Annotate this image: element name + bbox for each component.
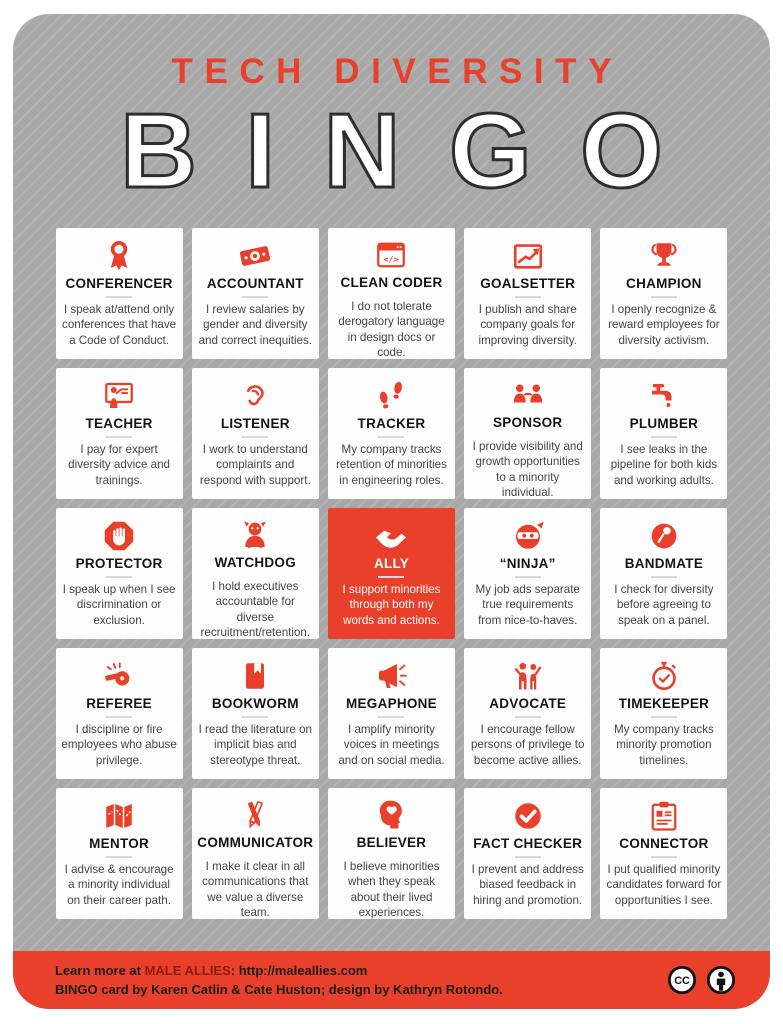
- cell-title: ACCOUNTANT: [206, 276, 304, 291]
- title-divider: [651, 576, 677, 578]
- title-divider: [515, 856, 541, 858]
- title-divider: [106, 436, 132, 438]
- cell-title: TIMEKEEPER: [618, 696, 710, 711]
- bingo-cell[interactable]: [192, 508, 319, 639]
- bingo-cell[interactable]: [328, 508, 455, 639]
- bingo-cell[interactable]: [328, 368, 455, 499]
- cc-icon: [667, 965, 697, 995]
- book-icon: [237, 657, 273, 694]
- learn-more-line: [55, 961, 503, 981]
- bingo-cell[interactable]: [464, 368, 591, 499]
- title-divider: [106, 576, 132, 578]
- bingo-cell[interactable]: [600, 788, 727, 919]
- cell-title: MEGAPHONE: [346, 696, 437, 711]
- cell-title: CONFERENCER: [65, 276, 173, 291]
- bingo-cell[interactable]: [56, 788, 183, 919]
- check-circle-icon: [510, 797, 546, 834]
- award-ribbon-icon: [101, 237, 137, 274]
- cell-title: PLUMBER: [629, 416, 699, 431]
- cell-title: SPONSOR: [492, 415, 563, 430]
- cell-description: My company tracks retention of minorities in engineering roles.: [336, 443, 447, 487]
- title-divider: [651, 296, 677, 298]
- license-badges: [667, 965, 736, 995]
- bingo-cell[interactable]: [328, 788, 455, 919]
- cell-description: My job ads separate true requirements from nice-to-haves.: [475, 583, 580, 627]
- cell-description: I advise & encourage a minority individual on their career path.: [64, 863, 174, 907]
- clipboard-icon: [646, 797, 682, 834]
- title-divider: [515, 716, 541, 718]
- bingo-cell[interactable]: [192, 788, 319, 919]
- cell-title: REFEREE: [86, 696, 152, 711]
- cell-description: I provide visibility and growth opportunities to a minority individual.: [472, 440, 583, 499]
- cell-title: TRACKER: [357, 416, 426, 431]
- cell-title: COMMUNICATOR: [197, 835, 314, 850]
- cell-title: CHAMPION: [626, 276, 702, 291]
- pencils-icon: [237, 797, 273, 833]
- cell-description: My company tracks minority promotion timelines.: [613, 723, 714, 767]
- cell-title: MENTOR: [89, 836, 150, 851]
- cell-description: I review salaries by gender and diversity and correct inequities.: [198, 303, 312, 347]
- brand-name: MALE ALLIES: [144, 962, 231, 978]
- head-heart-icon: [373, 797, 409, 833]
- footer-bar: [13, 951, 770, 1009]
- title-divider: [242, 436, 268, 438]
- bingo-cell[interactable]: [192, 228, 319, 359]
- chart-growth-icon: [510, 237, 546, 274]
- cell-description: I see leaks in the pipeline for both kids and working adults.: [610, 443, 718, 487]
- cell-description: I openly recognize & reward employees for diversity activism.: [608, 303, 720, 347]
- title-divider: [515, 576, 541, 578]
- cell-description: I pay for expert diversity advice and trainings.: [68, 443, 170, 487]
- cell-title: FACT CHECKER: [473, 836, 583, 851]
- bingo-cell[interactable]: [600, 648, 727, 779]
- title-divider: [106, 856, 132, 858]
- cell-title: WATCHDOG: [214, 555, 296, 570]
- people-pair-icon: [510, 377, 546, 413]
- trophy-icon: [646, 237, 682, 274]
- cell-description: I make it clear in all communications that we value a diverse team.: [202, 860, 309, 919]
- title-divider: [106, 296, 132, 298]
- title-divider: [378, 576, 404, 578]
- cell-title: TEACHER: [85, 416, 153, 431]
- title-divider: [651, 716, 677, 718]
- title-divider: [515, 296, 541, 298]
- map-icon: [101, 797, 137, 834]
- cell-description: I speak up when I see discrimination or exclusion.: [62, 583, 176, 627]
- bingo-card-poster: [13, 14, 770, 1009]
- credits: [55, 961, 503, 1000]
- cell-title: “NINJA”: [499, 556, 556, 571]
- bingo-cell[interactable]: [464, 788, 591, 919]
- title-divider: [651, 856, 677, 858]
- title-divider: [378, 436, 404, 438]
- bingo-cell[interactable]: [464, 228, 591, 359]
- microphone-icon: [646, 517, 682, 554]
- bingo-cell[interactable]: [464, 508, 591, 639]
- cell-title: BANDMATE: [624, 556, 704, 571]
- presentation-icon: [101, 377, 137, 414]
- cell-description: I read the literature on implicit bias and stereotype threat.: [198, 723, 312, 767]
- bingo-cell[interactable]: [56, 508, 183, 639]
- money-bill-icon: [237, 237, 273, 274]
- handshake-icon: [373, 517, 409, 554]
- cell-title: GOALSETTER: [480, 276, 576, 291]
- title-divider: [242, 716, 268, 718]
- whistle-icon: [101, 657, 137, 694]
- ear-icon: [237, 377, 273, 414]
- cell-description: I check for diversity before agreeing to speak on a panel.: [614, 583, 714, 627]
- advocate-icon: [510, 657, 546, 694]
- attribution-icon: [706, 965, 736, 995]
- site-url[interactable]: http://maleallies.com: [238, 962, 368, 978]
- bingo-cell[interactable]: [600, 368, 727, 499]
- bingo-cell[interactable]: [56, 368, 183, 499]
- stopwatch-icon: [646, 657, 682, 694]
- cell-title: ALLY: [373, 556, 410, 571]
- megaphone-icon: [373, 657, 409, 694]
- cell-description: I hold executives accountable for diverse recruitment/retention.: [200, 580, 311, 639]
- bingo-cell[interactable]: [56, 228, 183, 359]
- svg-text:CC: CC: [674, 975, 690, 988]
- cell-title: BOOKWORM: [211, 696, 299, 711]
- learn-more-text: Learn more at: [55, 962, 145, 978]
- bingo-cell[interactable]: [56, 648, 183, 779]
- bingo-cell[interactable]: [600, 508, 727, 639]
- separator-text: :: [230, 962, 239, 978]
- cell-title: CONNECTOR: [619, 836, 709, 851]
- title-divider: [242, 296, 268, 298]
- cell-description: I amplify minority voices in meetings and on social media.: [338, 723, 445, 767]
- cell-description: I believe minorities when they speak about their lived experiences.: [343, 860, 440, 919]
- dog-icon: [237, 517, 273, 553]
- bingo-cell[interactable]: [192, 648, 319, 779]
- faucet-icon: [646, 377, 682, 414]
- bingo-title: BINGO: [120, 92, 712, 210]
- cell-title: PROTECTOR: [75, 556, 163, 571]
- cell-title: LISTENER: [220, 416, 290, 431]
- bingo-grid: [56, 228, 728, 919]
- cell-description: I discipline or fire employees who abuse privilege.: [61, 723, 177, 767]
- code-window-icon: [373, 237, 409, 273]
- byline: BINGO card by Karen Catlin & Cate Huston; design by Kathryn Rotondo.: [55, 982, 503, 997]
- bingo-cell[interactable]: [328, 228, 455, 359]
- title-divider: [106, 716, 132, 718]
- tech-diversity-heading: TECH DIVERSITY: [171, 52, 623, 91]
- footprints-icon: [373, 377, 409, 414]
- cell-title: BELIEVER: [356, 835, 427, 850]
- cell-title: CLEAN CODER: [340, 275, 443, 290]
- stop-hand-icon: [101, 517, 137, 554]
- cell-description: I put qualified minority candidates forward for opportunities I see.: [606, 863, 722, 907]
- cell-description: I prevent and address biased feedback in hiring and promotion.: [471, 863, 584, 907]
- bingo-cell[interactable]: [464, 648, 591, 779]
- bingo-cell[interactable]: [192, 368, 319, 499]
- cell-description: I support minorities through both my words and actions.: [342, 583, 441, 627]
- bingo-cell[interactable]: [600, 228, 727, 359]
- ninja-icon: [510, 517, 546, 554]
- cell-title: ADVOCATE: [489, 696, 567, 711]
- bingo-cell[interactable]: [328, 648, 455, 779]
- title-divider: [378, 716, 404, 718]
- cell-description: I work to understand complaints and respond with support.: [199, 443, 311, 487]
- cell-description: I publish and share company goals for improving diversity.: [478, 303, 577, 347]
- cell-description: I speak at/attend only conferences that have a Code of Conduct.: [62, 303, 177, 347]
- cell-description: I encourage fellow persons of privilege to become active allies.: [470, 723, 585, 767]
- title-divider: [651, 436, 677, 438]
- cell-description: I do not tolerate derogatory language in design docs or code.: [338, 300, 445, 359]
